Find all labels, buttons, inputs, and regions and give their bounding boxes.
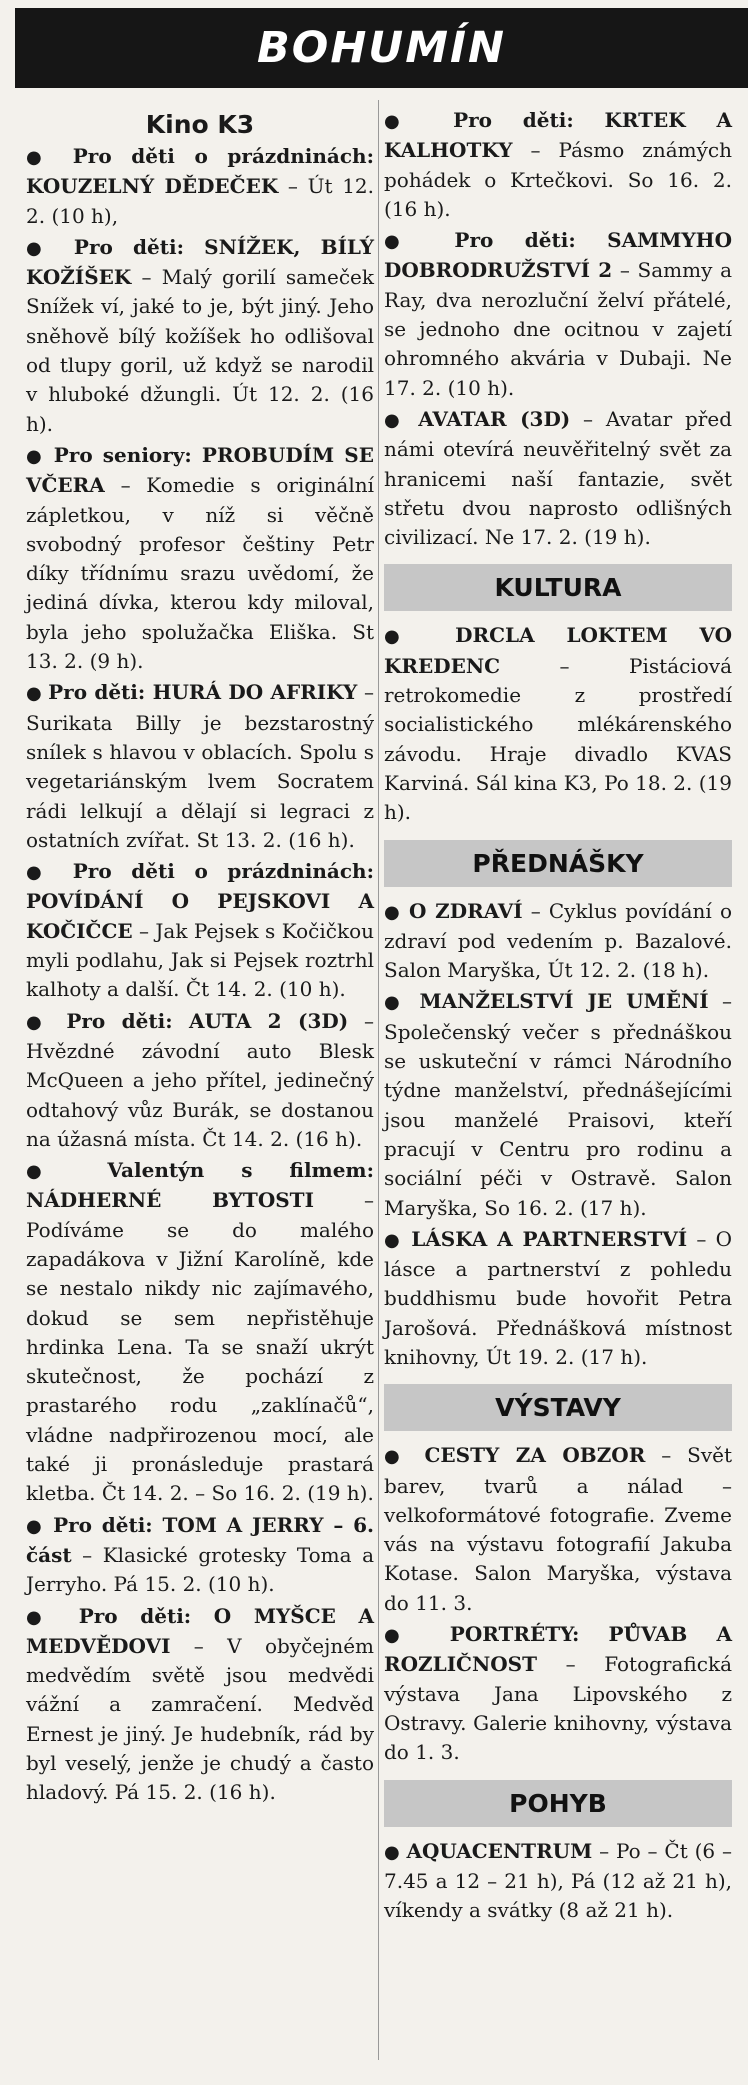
listing-title: AQUACENTRUM (406, 1838, 593, 1863)
bullet-icon: ● (384, 1841, 407, 1863)
listing-item (26, 142, 374, 231)
listing-description: – Cyklus povídání o zdraví pod vedením p. Bazalové. Salon Maryška, Út 12. 2. (18 h). (384, 898, 732, 983)
section-heading-vystavy: VÝSTAVY (384, 1384, 732, 1431)
listing-title: Pro děti o prázdninách: POVÍDÁNÍ O PEJSKOVI A KOČIČCE (26, 859, 374, 943)
bullet-icon: ● (384, 231, 455, 253)
bullet-icon: ● (384, 1229, 412, 1251)
listing-title: AVATAR (3D) (418, 406, 571, 431)
listing-description: – Společenský večer s přednáškou se uskuteční v rámci Národního týdne manželství, přednášejícími jsou manželé Praisovi, kteří pracují v Centru pro rodinu a sociální péči v Ostravě. Salon Maryška, So 16. 2. (17 h). (384, 989, 732, 1220)
column-left (26, 100, 374, 1810)
listing-title: Pro seniory: PROBUDÍM SE VČERA (26, 442, 374, 498)
listing-item (384, 1837, 732, 1926)
listing-title: Pro děti: AUTA 2 (3D) (66, 1008, 349, 1033)
listing-item (26, 233, 374, 439)
bullet-icon: ● (26, 147, 73, 168)
listing-title: CESTY ZA OBZOR (424, 1443, 646, 1468)
section-heading-kultura: KULTURA (384, 564, 732, 611)
listing-description: – Po – Čt (6 – 7.45 a 12 – 21 h), Pá (12 až 21 h), víkendy a svátky (8 až 21 h). (384, 1838, 732, 1923)
listing-description: – Fotografická výstava Jana Lipovského z Ostravy. Galerie knihovny, výstava do 1. 3. (384, 1652, 732, 1765)
bullet-icon: ● (26, 1606, 79, 1628)
listing-item (384, 987, 732, 1222)
listing-item (384, 405, 732, 552)
bullet-icon: ● (26, 1161, 108, 1183)
listing-description: – Hvězdné závodní auto Blesk McQueen a jeho přítel, jedinečný odtahový vůz Burák, se dostanou na úžasná místa. Čt 14. 2. (16 h). (26, 1008, 374, 1151)
listing-item (26, 1007, 374, 1154)
listing-title: O ZDRAVÍ (408, 898, 523, 923)
listing-title: Pro děti: O MYŠCE A MEDVĚDOVI (26, 1603, 374, 1658)
listing-description: – Malý gorilí sameček Snížek ví, jaké to je, být jiný. Jeho sněhově bílý kožíšek ho odlišoval od tlupy goril, už když se narodil v hluboké džungli. Út 12. 2. (16 h). (26, 265, 374, 436)
listing-item (26, 857, 374, 1004)
listing-description: – Komedie s originální zápletkou, v níž si věčně svobodný profesor češtiny Petr díky třídnímu srazu uvědomí, že jediná dívka, kterou kdy miloval, byla jeho spolužačka Eliška. St 13. 2. (9 h). (26, 473, 374, 674)
kultura-list (384, 621, 732, 827)
listing-title: PORTRÉTY: PŮVAB A ROZLIČNOST (384, 1622, 732, 1677)
bullet-icon: ● (26, 445, 54, 467)
bullet-icon: ● (26, 1515, 54, 1537)
bullet-icon: ● (26, 1011, 67, 1033)
column-right (384, 106, 732, 1927)
listing-title: Valentýn s filmem: NÁDHERNÉ BYTOSTI (26, 1158, 374, 1213)
listing-description: – Sammy a Ray, dva nerozluční želví přátelé, se jednoho dne ocitnou v zajetí ohromného akvária v Dubaji. Ne 17. 2. (10 h). (384, 258, 732, 400)
listing-title: Pro děti: HURÁ DO AFRIKY (48, 680, 358, 705)
listing-title: DRCLA LOKTEM VO KREDENC (384, 623, 732, 678)
bullet-icon: ● (384, 626, 456, 648)
listing-description: – Jak Pejsek s Kočičkou myli podlahu, Jak si Pejsek roztrhl kalhoty a další. Čt 14. 2. (10 h). (26, 918, 374, 1002)
bullet-icon: ● (384, 409, 419, 431)
column-divider (378, 100, 379, 2060)
listing-item (384, 1620, 732, 1767)
pohyb-list (384, 1837, 732, 1926)
bullet-icon: ● (384, 111, 454, 132)
listing-description: – Pásmo známých pohádek o Krtečkovi. So 16. 2. (16 h). (384, 138, 732, 221)
bullet-icon: ● (384, 1625, 450, 1647)
listing-title: LÁSKA A PARTNERSTVÍ (411, 1226, 688, 1251)
listing-item (384, 106, 732, 224)
listing-title: MANŽELSTVÍ JE UMĚNÍ (419, 989, 709, 1014)
page-title: BOHUMÍN (256, 23, 506, 73)
listing-title: Pro děti: TOM A JERRY – 6. část (26, 1512, 374, 1567)
listing-item (384, 897, 732, 986)
bullet-icon: ● (384, 992, 420, 1014)
listing-description: – Avatar před námi otevírá neuvěřitelný svět za hranicemi naší fantazie, svět střetu dvou naprosto odlišných civilizací. Ne 17. 2. (19 h). (384, 406, 733, 550)
listing-item (26, 678, 374, 855)
listing-item (384, 1225, 732, 1372)
listing-description: – Surikata Billy je bezstarostný snílek s hlavou v oblacích. Spolu s vegetariánským lvem Socratem rádi lelkují a dělají si legraci z ostatních zvířat. St 13. 2. (16 h). (26, 680, 374, 852)
listing-description: – V obyčejném medvědím světě jsou medvědi vážní a zamračení. Medvěd Ernest je jiný. Je hudebník, rád by byl veselý, jenže je chudý a často hladový. Pá 15. 2. (16 h). (26, 1633, 374, 1805)
prednasky-list (384, 897, 732, 1373)
listing-description: – Podíváme se do malého zapadákova v Jižní Karolíně, kde se nestalo nikdy nic zajímavého, dokud se sem nepřistěhuje hrdinka Lena. Ta se snaží ukrýt skutečnost, že pochází z prastarého rodu „zaklínačů“, vládne nadpřirozenou mocí, ale také ji pronásleduje prastará kletba. Čt 14. 2. – So 16. 2. (19 h). (26, 1188, 374, 1506)
bullet-icon: ● (26, 683, 49, 705)
listing-item (26, 441, 374, 676)
listing-item (26, 1156, 374, 1509)
listing-item (384, 226, 732, 403)
kino-list-continued (384, 106, 732, 552)
listing-description: – Svět barev, tvarů a nálad – velkoformátové fotografie. Zveme vás na výstavu fotografií Jakuba Kotase. Salon Maryška, výstava do 11. 3. (384, 1443, 732, 1615)
kino-list (26, 142, 374, 1808)
bullet-icon: ● (384, 901, 409, 923)
listing-description: – O lásce a partnerství z pohledu buddhismu bude hovořit Petra Jarošová. Přednášková místnost knihovny, Út 19. 2. (17 h). (384, 1226, 732, 1369)
listing-title: Pro děti o prázdninách: KOUZELNÝ DĚDEČEK (26, 144, 374, 199)
listing-description: – Pistáciová retrokomedie z prostředí socialistického mlékárenského závodu. Hraje divadlo KVAS Karviná. Sál kina K3, Po 18. 2. (19 h). (384, 653, 732, 825)
title-bar (15, 8, 748, 88)
listing-description: – Klasické grotesky Toma a Jerryho. Pá 15. 2. (10 h). (26, 1542, 374, 1597)
listing-title: Pro děti: SNÍŽEK, BÍLÝ KOŽÍŠEK (26, 234, 374, 290)
section-heading-pohyb: POHYB (384, 1780, 732, 1827)
listing-title: Pro děti: KRTEK A KALHOTKY (384, 108, 732, 163)
listing-item (384, 621, 732, 827)
listing-description: – Út 12. 2. (10 h), (26, 174, 374, 228)
bullet-icon: ● (384, 1446, 425, 1468)
listing-title: Pro děti: SAMMYHO DOBRODRUŽSTVÍ 2 (384, 228, 732, 283)
vystavy-list (384, 1441, 732, 1767)
listing-item (384, 1441, 732, 1618)
bullet-icon: ● (26, 237, 74, 259)
section-heading-prednasky: PŘEDNÁŠKY (384, 840, 732, 887)
listing-item (26, 1602, 374, 1808)
bullet-icon: ● (26, 862, 73, 884)
listing-item (26, 1511, 374, 1600)
venue-title: Kino K3 (145, 110, 255, 139)
